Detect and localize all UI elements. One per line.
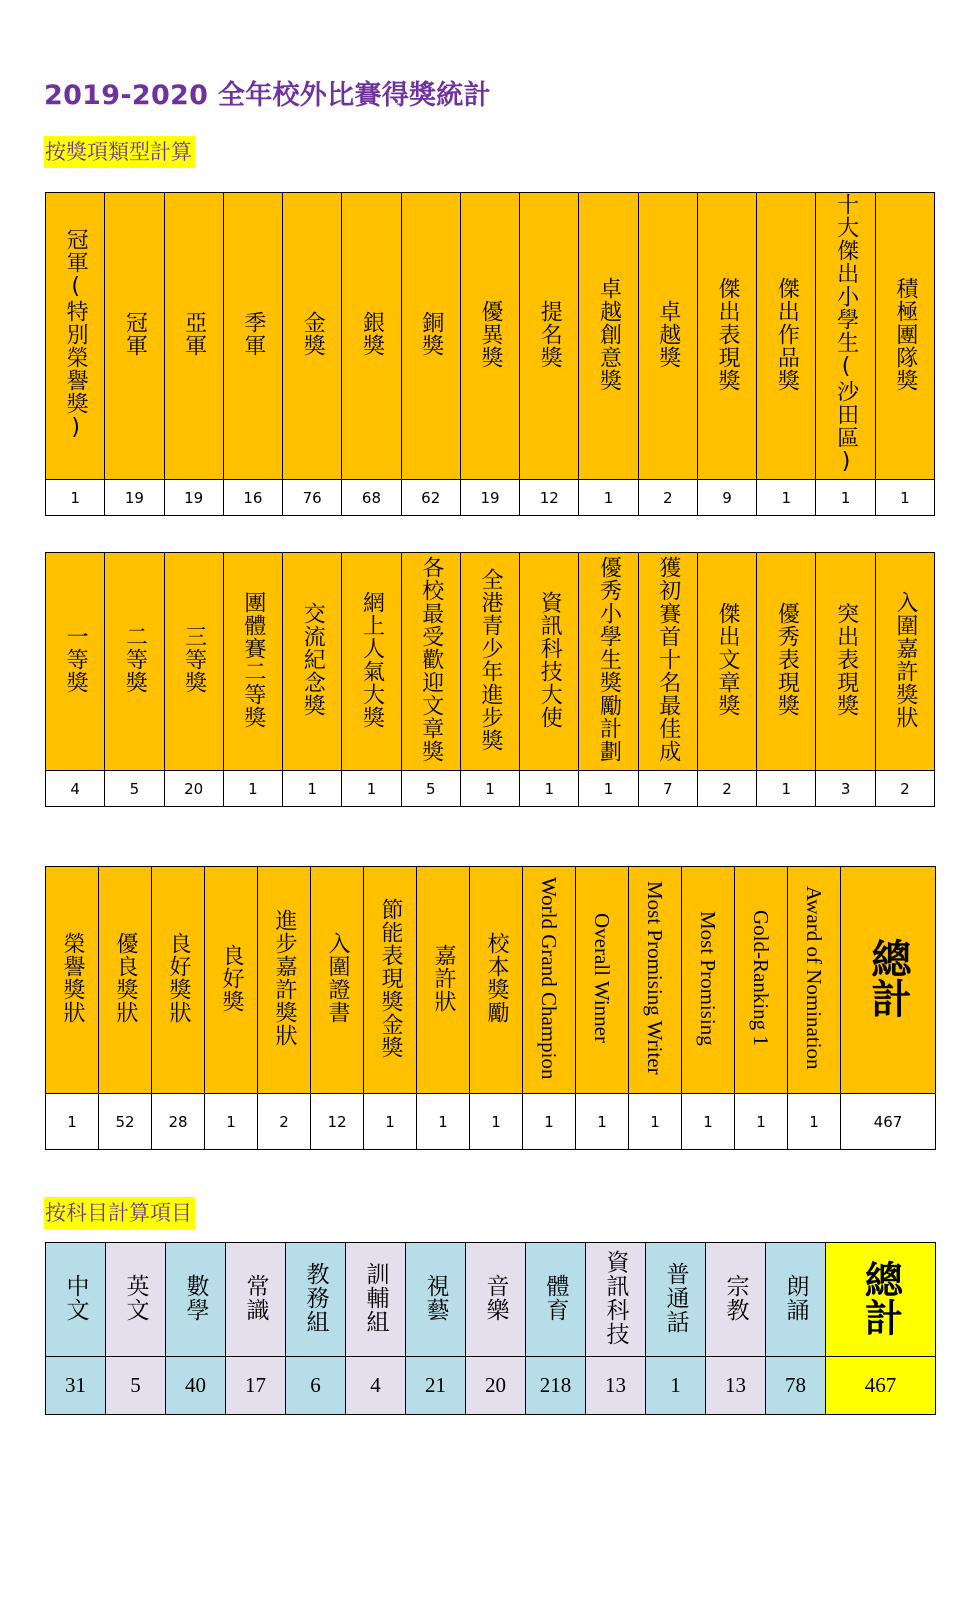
award-label: 節能表現獎金獎 (378, 897, 403, 1059)
total-value: 467 (841, 1094, 936, 1150)
subject-header-cell (586, 1243, 646, 1357)
subject-label: 中文 (62, 1273, 89, 1322)
award-count: 68 (342, 480, 401, 516)
award-header-cell (735, 867, 788, 1094)
award-label: Most Promising Writer (643, 881, 667, 1075)
award-header-cell (523, 867, 576, 1094)
award-label: 銀獎 (359, 311, 385, 357)
award-count: 1 (460, 771, 519, 807)
award-label: Gold-Ranking 1 (749, 910, 773, 1046)
award-label: 資訊科技大使 (537, 590, 563, 729)
subject-header-cell (406, 1243, 466, 1357)
award-count: 19 (164, 480, 223, 516)
award-label: 嘉許狀 (431, 943, 456, 1013)
award-header-cell (757, 553, 816, 771)
subject-label: 資訊科技 (602, 1249, 629, 1346)
subject-count: 13 (706, 1357, 766, 1415)
award-label: 冠軍(特別榮譽獎) (63, 227, 89, 441)
subject-count: 13 (586, 1357, 646, 1415)
award-label: 校本獎勵 (484, 932, 509, 1024)
award-header-cell (164, 553, 223, 771)
award-label: 各校最受歡迎文章獎 (418, 556, 444, 763)
award-header-cell (417, 867, 470, 1094)
award-label: 突出表現獎 (833, 602, 859, 717)
subject-count: 20 (466, 1357, 526, 1415)
award-header-cell (638, 553, 697, 771)
award-count: 1 (816, 480, 875, 516)
award-label: 傑出文章獎 (715, 602, 741, 717)
subject-label: 訓輔組 (362, 1261, 389, 1334)
award-header-cell (579, 193, 638, 480)
award-header-cell (875, 193, 934, 480)
award-label: 二等獎 (122, 625, 148, 694)
award-label: 團體賽二等獎 (240, 590, 266, 729)
award-header-cell (629, 867, 682, 1094)
award-header-cell (164, 193, 223, 480)
award-count: 1 (342, 771, 401, 807)
award-count: 62 (401, 480, 460, 516)
award-count: 9 (697, 480, 756, 516)
award-count: 16 (223, 480, 282, 516)
subject-header-cell (46, 1243, 106, 1357)
award-label: 全港青少年進步獎 (477, 567, 503, 752)
award-label: 亞軍 (181, 311, 207, 357)
award-header-cell (105, 553, 164, 771)
award-header-cell (223, 553, 282, 771)
award-header-cell (470, 867, 523, 1094)
total-label: 總計 (858, 1259, 903, 1336)
subject-count: 21 (406, 1357, 466, 1415)
award-count: 1 (757, 771, 816, 807)
section-heading-award-type: 按獎項類型計算 (44, 136, 195, 168)
award-label: 獲初賽首十名最佳成 (655, 556, 681, 763)
award-header-cell (401, 553, 460, 771)
award-label: 提名獎 (537, 299, 563, 369)
subject-label: 英文 (122, 1273, 149, 1322)
award-count: 5 (401, 771, 460, 807)
award-header-cell (576, 867, 629, 1094)
award-count: 1 (629, 1094, 682, 1150)
award-count: 52 (99, 1094, 152, 1150)
subject-count: 31 (46, 1357, 106, 1415)
subject-label: 視藝 (422, 1273, 449, 1322)
award-header-cell (520, 193, 579, 480)
award-header-cell (223, 193, 282, 480)
award-header-cell (816, 193, 875, 480)
award-label: 網上人氣大獎 (359, 590, 385, 729)
award-header-cell (364, 867, 417, 1094)
subject-count: 6 (286, 1357, 346, 1415)
award-header-cell (105, 193, 164, 480)
subject-label: 數學 (182, 1273, 209, 1322)
award-header-cell (638, 193, 697, 480)
award-count: 1 (46, 1094, 99, 1150)
subject-label: 體育 (542, 1273, 569, 1322)
award-header-cell (875, 553, 934, 771)
award-header-cell (697, 193, 756, 480)
subject-header-cell (106, 1243, 166, 1357)
award-header-cell (205, 867, 258, 1094)
total-header-cell (826, 1243, 936, 1357)
award-label: Overall Winner (590, 913, 614, 1043)
award-header-cell (401, 193, 460, 480)
award-label: 金獎 (300, 311, 326, 357)
subject-count: 17 (226, 1357, 286, 1415)
subject-label: 宗教 (722, 1273, 749, 1322)
award-label: 卓越獎 (655, 299, 681, 369)
award-label: 十大傑出小學生(沙田區) (833, 193, 859, 475)
award-count: 19 (460, 480, 519, 516)
award-count: 1 (283, 771, 342, 807)
award-label: 傑出表現獎 (715, 276, 741, 392)
subject-count: 218 (526, 1357, 586, 1415)
award-count: 19 (105, 480, 164, 516)
award-count: 12 (311, 1094, 364, 1150)
award-count: 1 (205, 1094, 258, 1150)
award-table-3 (45, 866, 936, 1150)
award-label: 優秀小學生獎勵計劃 (596, 556, 622, 763)
award-header-cell (579, 553, 638, 771)
award-label: 交流紀念獎 (300, 602, 326, 717)
subject-count: 78 (766, 1357, 826, 1415)
award-count: 1 (523, 1094, 576, 1150)
award-count: 5 (105, 771, 164, 807)
award-header-cell (757, 193, 816, 480)
award-count: 1 (579, 480, 638, 516)
total-value: 467 (826, 1357, 936, 1415)
award-count: 2 (258, 1094, 311, 1150)
award-count: 2 (697, 771, 756, 807)
award-count: 2 (875, 771, 934, 807)
award-header-cell (460, 553, 519, 771)
award-header-cell (788, 867, 841, 1094)
award-count: 1 (470, 1094, 523, 1150)
award-label: 卓越創意獎 (596, 276, 622, 392)
award-count: 1 (735, 1094, 788, 1150)
award-label: 良好獎狀 (166, 932, 191, 1024)
award-count: 28 (152, 1094, 205, 1150)
subject-header-cell (526, 1243, 586, 1357)
subject-label: 常識 (242, 1273, 269, 1322)
section-heading-subject: 按科目計算項目 (44, 1197, 195, 1229)
award-label: 冠軍 (122, 311, 148, 357)
award-header-cell (816, 553, 875, 771)
award-count: 4 (46, 771, 105, 807)
award-header-cell (520, 553, 579, 771)
award-header-cell (311, 867, 364, 1094)
subject-label: 普通話 (662, 1261, 689, 1334)
award-count: 1 (46, 480, 105, 516)
award-count: 1 (576, 1094, 629, 1150)
award-count: 1 (682, 1094, 735, 1150)
award-count: 1 (417, 1094, 470, 1150)
subject-count: 4 (346, 1357, 406, 1415)
award-header-cell (46, 553, 105, 771)
award-count: 2 (638, 480, 697, 516)
award-header-cell (460, 193, 519, 480)
subject-header-cell (346, 1243, 406, 1357)
subject-count: 1 (646, 1357, 706, 1415)
total-header-cell (841, 867, 936, 1094)
award-header-cell (99, 867, 152, 1094)
award-count: 1 (788, 1094, 841, 1150)
award-count: 76 (283, 480, 342, 516)
award-header-cell (283, 553, 342, 771)
subject-header-cell (706, 1243, 766, 1357)
award-count: 12 (520, 480, 579, 516)
award-label: 優良獎狀 (113, 932, 138, 1024)
award-label: Award of Nomination (802, 886, 826, 1070)
award-label: Most Promising (696, 910, 720, 1046)
award-label: World Grand Champion (537, 876, 561, 1080)
subject-header-cell (646, 1243, 706, 1357)
award-header-cell (283, 193, 342, 480)
award-header-cell (46, 867, 99, 1094)
subject-header-cell (286, 1243, 346, 1357)
subject-label: 朗誦 (782, 1273, 809, 1322)
award-count: 1 (364, 1094, 417, 1150)
subject-table (45, 1242, 936, 1415)
award-label: 榮譽獎狀 (60, 932, 85, 1024)
subject-header-cell (166, 1243, 226, 1357)
award-label: 優秀表現獎 (774, 602, 800, 717)
award-header-cell (342, 553, 401, 771)
award-count: 1 (520, 771, 579, 807)
award-label: 銅獎 (418, 311, 444, 357)
award-count: 20 (164, 771, 223, 807)
award-table-2 (45, 552, 935, 807)
subject-header-cell (766, 1243, 826, 1357)
award-header-cell (682, 867, 735, 1094)
subject-label: 音樂 (482, 1273, 509, 1322)
award-label: 三等獎 (181, 625, 207, 694)
award-label: 一等獎 (63, 625, 89, 694)
award-label: 傑出作品獎 (774, 276, 800, 392)
subject-header-cell (226, 1243, 286, 1357)
award-label: 積極團隊獎 (892, 276, 918, 392)
award-count: 3 (816, 771, 875, 807)
award-label: 進步嘉許獎狀 (272, 909, 297, 1047)
page-title: 2019-2020 全年校外比賽得獎統計 (44, 80, 491, 111)
award-header-cell (258, 867, 311, 1094)
award-header-cell (46, 193, 105, 480)
award-count: 1 (757, 480, 816, 516)
award-header-cell (697, 553, 756, 771)
award-label: 季軍 (240, 311, 266, 357)
subject-header-cell (466, 1243, 526, 1357)
subject-count: 5 (106, 1357, 166, 1415)
award-label: 入圍嘉許獎狀 (892, 590, 918, 729)
subject-label: 教務組 (302, 1261, 329, 1334)
award-label: 優異獎 (477, 299, 503, 369)
total-label: 總計 (865, 938, 911, 1018)
award-label: 良好獎 (219, 943, 244, 1013)
award-label: 入圍證書 (325, 932, 350, 1024)
award-count: 1 (875, 480, 934, 516)
award-header-cell (342, 193, 401, 480)
award-header-cell (152, 867, 205, 1094)
award-count: 1 (223, 771, 282, 807)
subject-count: 40 (166, 1357, 226, 1415)
award-count: 1 (579, 771, 638, 807)
award-table-1 (45, 192, 935, 516)
award-count: 7 (638, 771, 697, 807)
